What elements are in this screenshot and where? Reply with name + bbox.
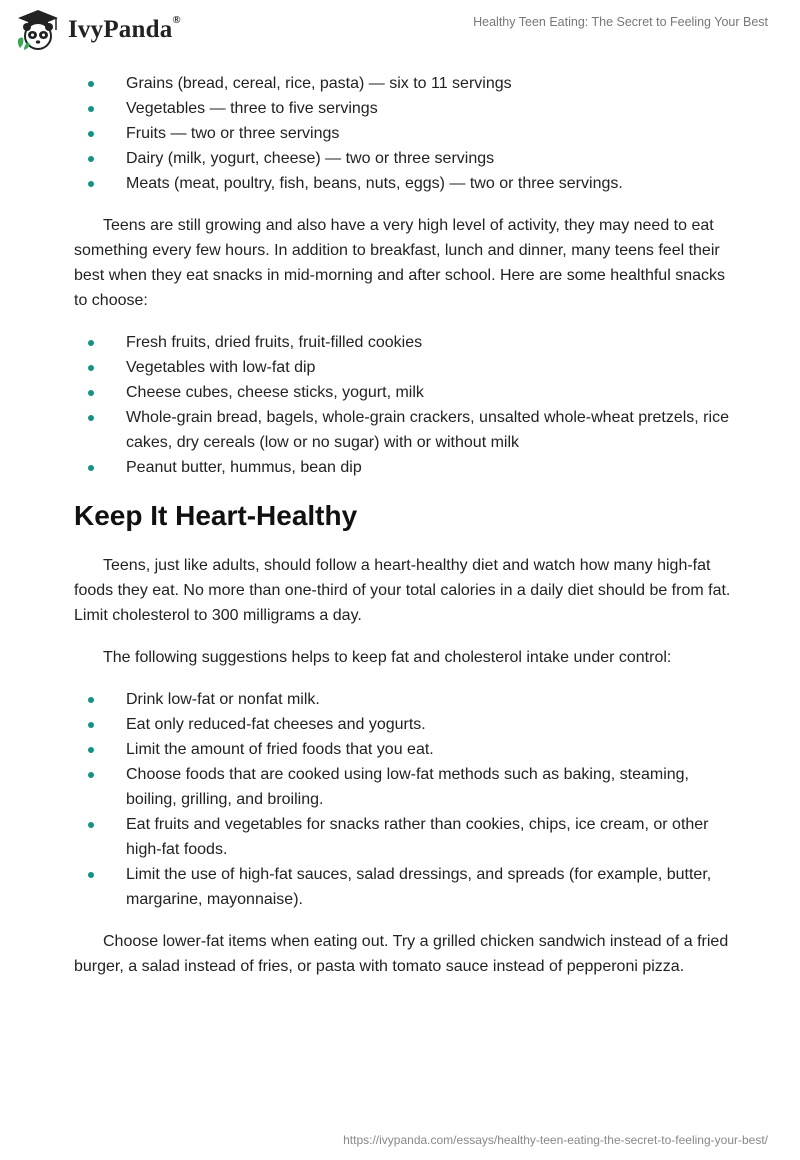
bullet-icon (88, 390, 94, 396)
list-item: Whole-grain bread, bagels, whole-grain crackers, unsalted whole-wheat pretzels, rice cakes, dry cereals (low or no sugar) with or without milk (74, 405, 734, 455)
list-item: Meats (meat, poultry, fish, beans, nuts, eggs) — two or three servings. (74, 171, 734, 196)
bullet-icon (88, 697, 94, 703)
list-item: Eat fruits and vegetables for snacks rather than cookies, chips, ice cream, or other high-fat foods. (74, 812, 734, 862)
bullet-icon (88, 872, 94, 878)
bullet-icon (88, 181, 94, 187)
list-item: Eat only reduced-fat cheeses and yogurts. (74, 712, 734, 737)
paragraph-heart-healthy: Teens, just like adults, should follow a heart-healthy diet and watch how many high-fat foods they eat. No more than one-third of your total calories in a daily diet should be from fat. Limit cholesterol to 300 milligrams a day. (74, 557, 731, 624)
source-url-link[interactable]: https://ivypanda.com/essays/healthy-teen-eating-the-secret-to-feeling-your-best/ (343, 1133, 768, 1147)
bullet-icon (88, 772, 94, 778)
registered-mark: ® (172, 14, 181, 26)
bullet-icon (88, 131, 94, 137)
list-item: Choose foods that are cooked using low-fat methods such as baking, steaming, boiling, grilling, and broiling. (74, 762, 734, 812)
list-item: Dairy (milk, yogurt, cheese) — two or three servings (74, 146, 734, 171)
paragraph-suggestions-intro: The following suggestions helps to keep fat and cholesterol intake under control: (103, 649, 672, 666)
logo-wordmark: IvyPanda® (68, 14, 181, 43)
list-item: Grains (bread, cereal, rice, pasta) — six to 11 servings (74, 71, 734, 96)
bullet-icon (88, 415, 94, 421)
list-item: Fresh fruits, dried fruits, fruit-filled cookies (74, 330, 734, 355)
bullet-icon (88, 106, 94, 112)
list-item: Fruits — two or three servings (74, 121, 734, 146)
suggestions-list (74, 687, 734, 912)
bullet-icon (88, 156, 94, 162)
ivypanda-logo[interactable] (14, 8, 181, 52)
snacks-list (74, 330, 734, 480)
bullet-icon (88, 340, 94, 346)
paragraph-snacks-intro: Teens are still growing and also have a very high level of activity, they may need to eat something every few hours. In addition to breakfast, lunch and dinner, many teens feel their best when they eat snacks in mid-morning and after school. Here are some healthful snacks to choose: (74, 217, 725, 309)
section-heading: Keep It Heart-Healthy (74, 500, 358, 531)
bullet-icon (88, 822, 94, 828)
bullet-icon (88, 465, 94, 471)
bullet-icon (88, 365, 94, 371)
list-item: Limit the use of high-fat sauces, salad dressings, and spreads (for example, butter, margarine, mayonnaise). (74, 862, 734, 912)
list-item: Drink low-fat or nonfat milk. (74, 687, 734, 712)
article-body (74, 70, 734, 979)
bullet-icon (88, 722, 94, 728)
bullet-icon (88, 81, 94, 87)
list-item: Limit the amount of fried foods that you eat. (74, 737, 734, 762)
list-item: Vegetables — three to five servings (74, 96, 734, 121)
servings-list (74, 71, 734, 196)
list-item: Peanut butter, hummus, bean dip (74, 455, 734, 480)
list-item: Cheese cubes, cheese sticks, yogurt, milk (74, 380, 734, 405)
document-title: Healthy Teen Eating: The Secret to Feeling Your Best (473, 15, 768, 29)
paragraph-eating-out: Choose lower-fat items when eating out. Try a grilled chicken sandwich instead of a fried burger, a salad instead of fries, or pasta with tomato sauce instead of pepperoni pizza. (74, 933, 729, 975)
bullet-icon (88, 747, 94, 753)
page-header (0, 0, 800, 60)
panda-graduate-icon (14, 8, 62, 52)
list-item: Vegetables with low-fat dip (74, 355, 734, 380)
